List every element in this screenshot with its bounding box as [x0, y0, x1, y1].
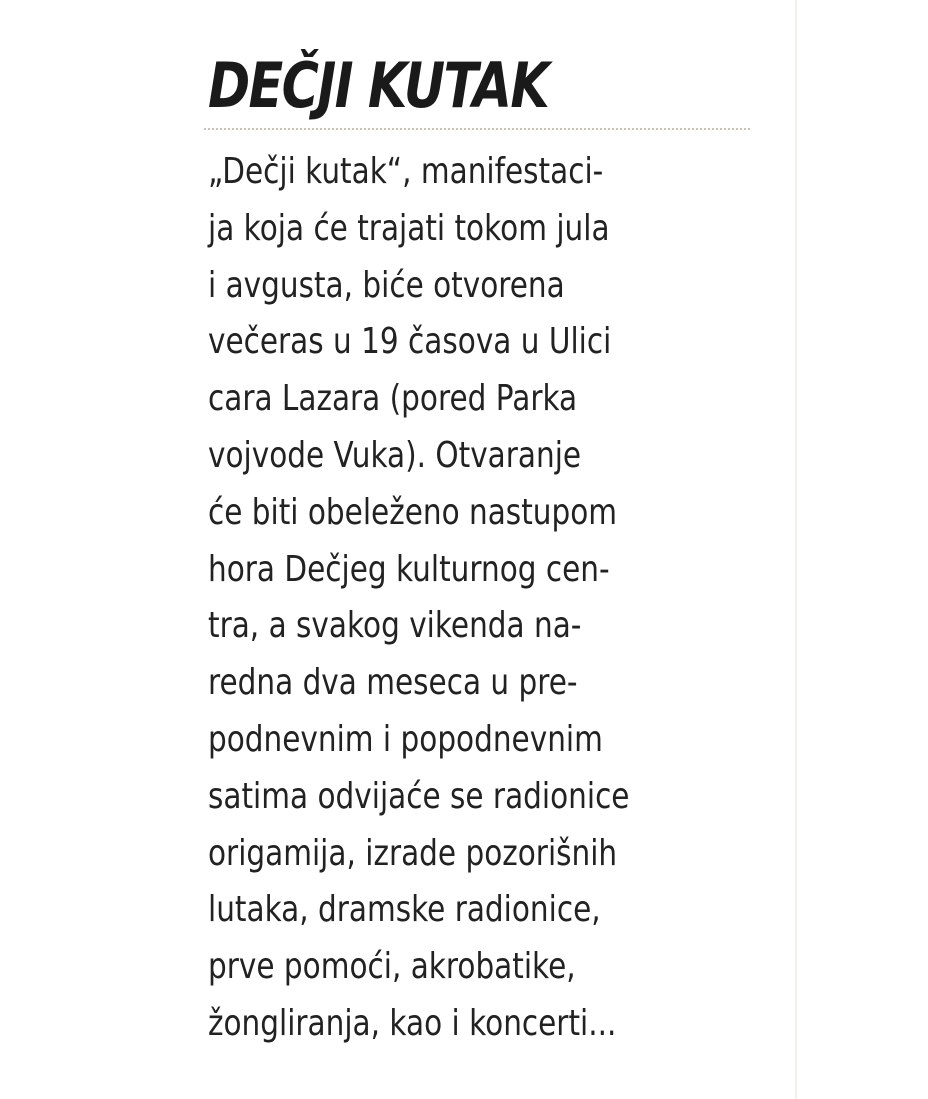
- body-line: prve pomoći, akrobatike,: [208, 946, 576, 988]
- article-body: [208, 144, 768, 1053]
- body-line: će biti obeleženo nastupom: [208, 491, 618, 533]
- body-line: večeras u 19 časova u Ulici: [208, 321, 612, 363]
- column-rule: [795, 0, 797, 1099]
- body-line: tra, a svakog vikenda na-: [208, 605, 582, 647]
- dotted-divider: [204, 128, 750, 130]
- body-line: satima odvijaće se radionice: [208, 775, 630, 817]
- headline: DEČJI KUTAK: [208, 49, 549, 122]
- body-line: vojvode Vuka). Otvaranje: [208, 434, 582, 476]
- body-line: žongliranja, kao i koncerti...: [208, 1002, 617, 1044]
- body-line: origamija, izrade pozorišnih: [208, 832, 618, 874]
- body-line: lutaka, dramske radionice,: [208, 889, 601, 931]
- article: [208, 48, 768, 1053]
- body-line: i avgusta, biće otvorena: [208, 264, 565, 306]
- body-line: hora Dečjeg kulturnog cen-: [208, 548, 610, 590]
- body-line: cara Lazara (pored Parka: [208, 378, 578, 420]
- body-line: ja koja će trajati tokom jula: [208, 207, 610, 249]
- body-line: podnevnim i popodnevnim: [208, 718, 603, 760]
- body-line: redna dva meseca u pre-: [208, 662, 578, 704]
- body-line: „Dečji kutak“, manifestaci-: [208, 151, 604, 192]
